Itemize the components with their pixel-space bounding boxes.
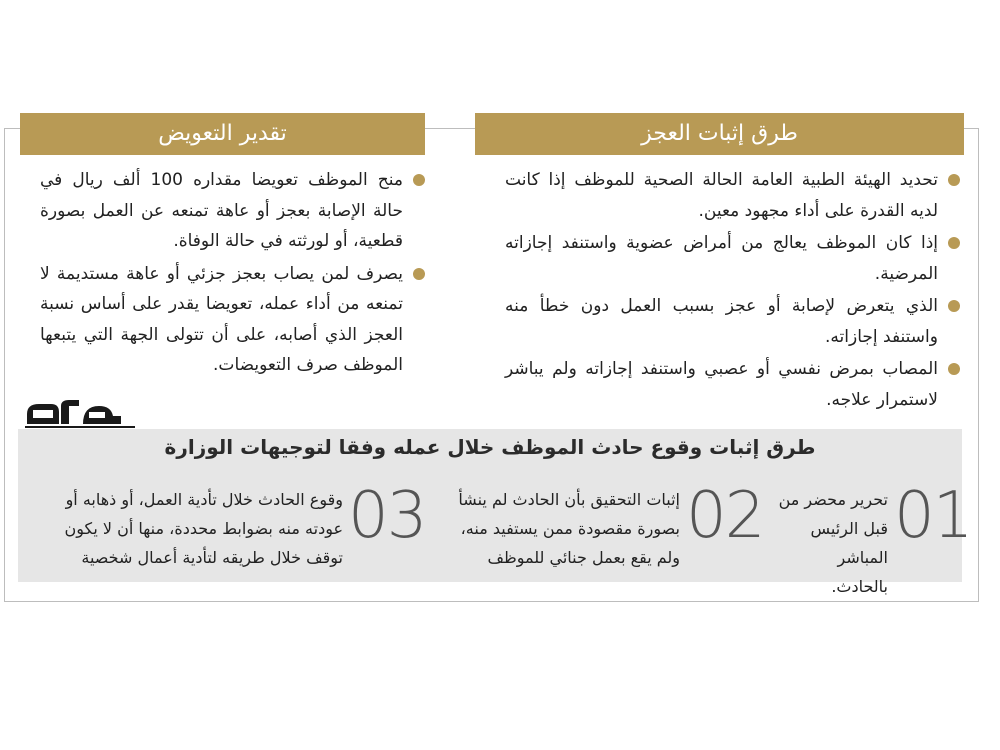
- bottom-panel-title: طرق إثبات وقوع حادث الموظف خلال عمله وفقا لتوجيهات الوزارة: [164, 435, 816, 459]
- bullet-dot: [948, 174, 960, 186]
- bullet-dot: [948, 300, 960, 312]
- bullet-dot: [948, 363, 960, 375]
- list-item-text: الذي يتعرض لإصابة أو عجز بسبب العمل دون خطأ منه واستنفد إجازاته.: [505, 296, 938, 347]
- left-box-title: تقدير التعويض: [20, 113, 425, 155]
- left-box-list: [40, 165, 425, 381]
- list-item: [40, 165, 425, 257]
- step-text: إثبات التحقيق بأن الحادث لم ينشأ بصورة مقصودة ممن يستفيد منه، ولم يقع بعمل جنائي للموظف: [458, 490, 680, 567]
- bottom-panel: [18, 429, 972, 596]
- list-item: [505, 291, 960, 352]
- bullet-dot: [948, 237, 960, 249]
- step-text: وقوع الحادث خلال تأدية العمل، أو ذهابه أو عودته منه بضوابط محددة، منها أن لا يكون توقف خلال طريقه لتأدية أعمال شخصية: [64, 490, 343, 567]
- step-text: تحرير محضر من قبل الرئيس المباشر بالحادث.: [778, 490, 888, 596]
- step-number: 01: [894, 479, 972, 553]
- list-item-text: تحديد الهيئة الطبية العامة الحالة الصحية للموظف إذا كانت لديه القدرة على أداء مجهود معين.: [505, 170, 938, 221]
- right-box-title: طرق إثبات العجز: [475, 113, 964, 155]
- list-item-text: يصرف لمن يصاب بعجز جزئي أو عاهة مستديمة لا تمنعه من أداء عمله، تعويضا يقدر على أساس نسبة العجز الذي أصابه، على أن تتولى الجهة التي يتبعها الموظف صرف التعويضات.: [40, 263, 403, 375]
- bullet-dot: [413, 268, 425, 280]
- right-box-list: [505, 165, 960, 415]
- list-item-text: إذا كان الموظف يعالج من أمراض عضوية واستنفد إجازاته المرضية.: [505, 233, 938, 284]
- list-item-text: منح الموظف تعويضا مقداره 100 ألف ريال في حالة الإصابة بعجز أو عاهة تمنعه عن العمل بصورة قطعية، أو لورثته في حالة الوفاة.: [40, 170, 404, 251]
- step-number: 03: [348, 479, 426, 553]
- list-item-text: المصاب بمرض نفسي أو عصبي واستنفد إجازاته ولم يباشر لاستمرار علاجه.: [505, 359, 938, 410]
- list-item: [505, 354, 960, 415]
- bullet-dot: [413, 174, 425, 186]
- step-number: 02: [686, 479, 764, 553]
- list-item: [40, 259, 425, 381]
- list-item: [505, 228, 960, 289]
- list-item: [505, 165, 960, 226]
